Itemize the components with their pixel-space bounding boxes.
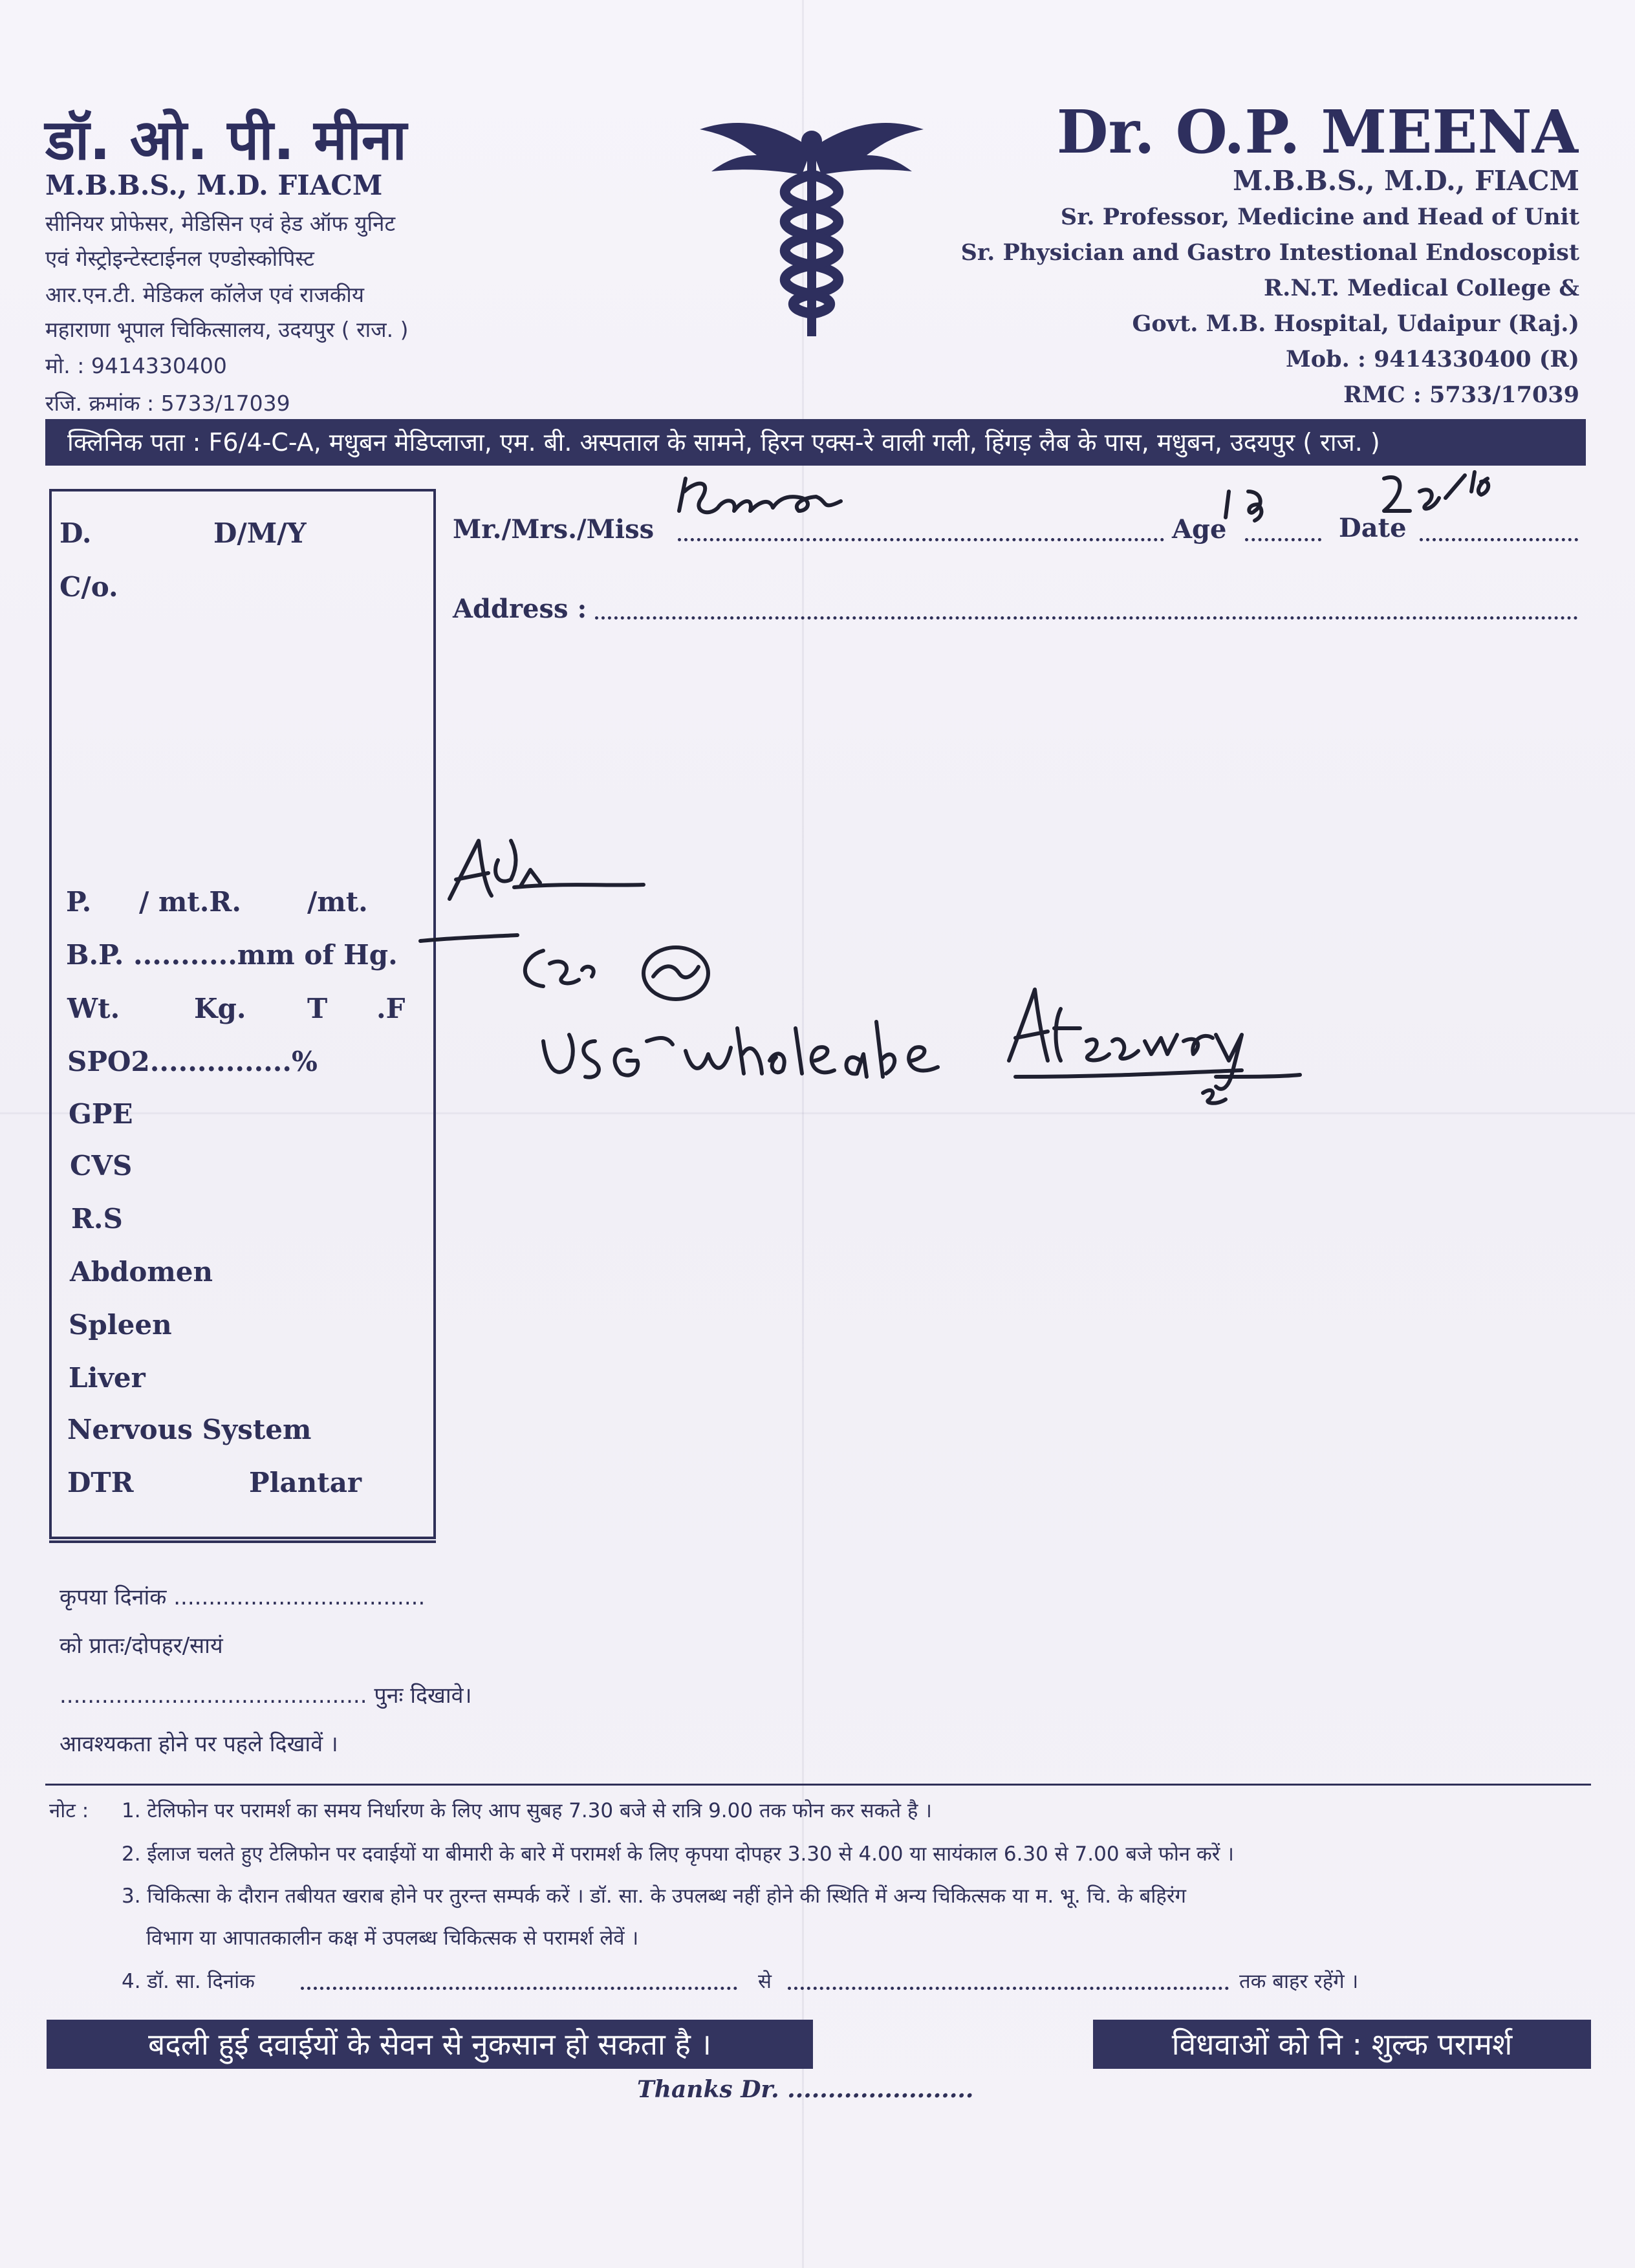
exam-f-label: .F [376, 993, 406, 1024]
degrees-right: M.B.B.S., M.D., FIACM [1233, 165, 1579, 197]
note-4-se: से [758, 1970, 772, 1993]
exam-nervous-label: Nervous System [67, 1414, 312, 1445]
note-4-start: 4. डॉ. सा. दिनांक [122, 1970, 255, 1993]
widow-free-consult-bar: विधवाओं को नि : शुल्क परामर्श [1093, 2020, 1591, 2069]
thanks-line: Thanks Dr. ....................... [637, 2076, 974, 2103]
designation-english-2: Sr. Physician and Gastro Intestional Endoscopist [960, 239, 1579, 266]
followup-date-line: कृपया दिनांक .................................... [60, 1584, 426, 1610]
exam-plantar-label: Plantar [249, 1467, 362, 1498]
note-3b: विभाग या आपातकालीन कक्ष में उपलब्ध चिकित्सक से परामर्श लेवें । [146, 1927, 639, 1950]
patient-address-label: Address : [453, 594, 587, 624]
followup-revisit-line: ............................................ पुनः दिखावे। [60, 1683, 472, 1709]
exam-d-label: D. [60, 517, 92, 549]
doctor-name-english: Dr. O.P. MEENA [1056, 97, 1578, 167]
exam-abdomen-label: Abdomen [70, 1256, 213, 1288]
followup-separator [49, 1540, 436, 1543]
exam-gpe-label: GPE [69, 1098, 133, 1130]
clinic-address-bar: क्लिनिक पता : F6/4-C-A, मधुबन मेडिप्लाजा, एम. बी. अस्पताल के सामने, हिरन एक्स-रे वाली गली, हिंगड़ लैब के पास, मधुबन, उदयपुर ( राज. ) [45, 419, 1586, 466]
exam-dtr-label: DTR [67, 1467, 134, 1498]
designation-hindi-1: सीनियर प्रोफेसर, मेडिसिन एवं हेड ऑफ युनिट [45, 211, 396, 236]
degrees-left: M.B.B.S., M.D. FIACM [45, 169, 383, 201]
patient-date-label: Date [1339, 513, 1407, 543]
designation-hindi-4: महाराणा भूपाल चिकित्सालय, उदयपुर ( राज. ) [45, 317, 409, 342]
patient-address-field[interactable] [595, 616, 1578, 620]
patient-age-field[interactable] [1245, 538, 1321, 541]
designation-english-3: R.N.T. Medical College & [1264, 275, 1579, 301]
registration-hindi: रजि. क्रमांक : 5733/17039 [45, 391, 290, 416]
patient-date-field[interactable] [1420, 538, 1578, 541]
exam-t-label: T [307, 993, 328, 1024]
exam-spo2-label: SPO2...............% [67, 1046, 318, 1077]
patient-age-label: Age [1172, 514, 1227, 545]
mobile-english: Mob. : 9414330400 (R) [1286, 346, 1579, 373]
note-4-end: तक बाहर रहेंगे । [1239, 1970, 1359, 1993]
designation-english-1: Sr. Professor, Medicine and Head of Unit [1060, 204, 1579, 230]
exam-dmy-label: D/M/Y [213, 517, 307, 549]
exam-resp-unit: /mt. [307, 886, 368, 918]
notes-separator [45, 1784, 1591, 1786]
exam-bp-label: B.P. ...........mm of Hg. [66, 939, 398, 971]
followup-time-line: को प्रातः/दोपहर/सायं [60, 1633, 223, 1659]
doctor-name-hindi: डॉ. ओ. पी. मीना [45, 108, 407, 173]
note-4-from-date[interactable] [301, 1987, 737, 1990]
exam-cvs-label: CVS [70, 1150, 133, 1182]
note-4-to-date[interactable] [788, 1987, 1229, 1990]
patient-name-label: Mr./Mrs./Miss [453, 514, 655, 545]
exam-rs-label: R.S [71, 1203, 123, 1235]
exam-pulse-label: P. [66, 886, 92, 918]
rmc-english: RMC : 5733/17039 [1343, 382, 1579, 408]
note-2: 2. ईलाज चलते हुए टेलिफोन पर दवाईयों या बीमारी के बारे में परामर्श के लिए कृपया दोपहर 3.30 से 4.00 या सायंकाल 6.30 से 7.00 बजे फोन करें । [122, 1842, 1235, 1866]
caduceus-logo [698, 110, 925, 349]
designation-hindi-2: एवं गेस्ट्रोइन्टेस्टाईनल एण्डोस्कोपिस्ट [45, 246, 314, 271]
warning-bar: बदली हुई दवाईयों के सेवन से नुकसान हो सकता है । [47, 2020, 813, 2069]
exam-pulse-unit: / mt.R. [139, 886, 241, 918]
mobile-hindi: मो. : 9414330400 [45, 353, 227, 378]
designation-hindi-3: आर.एन.टी. मेडिकल कॉलेज एवं राजकीय [45, 282, 364, 307]
patient-name-field[interactable] [678, 538, 1164, 541]
exam-wt-label: Wt. [67, 993, 120, 1024]
exam-spleen-label: Spleen [69, 1309, 172, 1341]
note-3a: 3. चिकित्सा के दौरान तबीयत खराब होने पर तुरन्त सम्पर्क करें । डॉ. सा. के उपलब्ध नहीं होने की स्थिति में अन्य चिकित्सक या म. भू. चि. के बहिरंग [122, 1885, 1186, 1908]
designation-english-4: Govt. M.B. Hospital, Udaipur (Raj.) [1132, 310, 1579, 337]
note-1: 1. टेलिफोन पर परामर्श का समय निर्धारण के लिए आप सुबह 7.30 बजे से रात्रि 9.00 तक फोन कर सकते है । [122, 1799, 932, 1822]
followup-early-line: आवश्यकता होने पर पहले दिखावें । [60, 1731, 338, 1757]
exam-liver-label: Liver [69, 1362, 146, 1394]
notes-label: नोट : [49, 1799, 89, 1822]
exam-kg-label: Kg. [194, 993, 246, 1024]
exam-co-label: C/o. [60, 571, 118, 603]
